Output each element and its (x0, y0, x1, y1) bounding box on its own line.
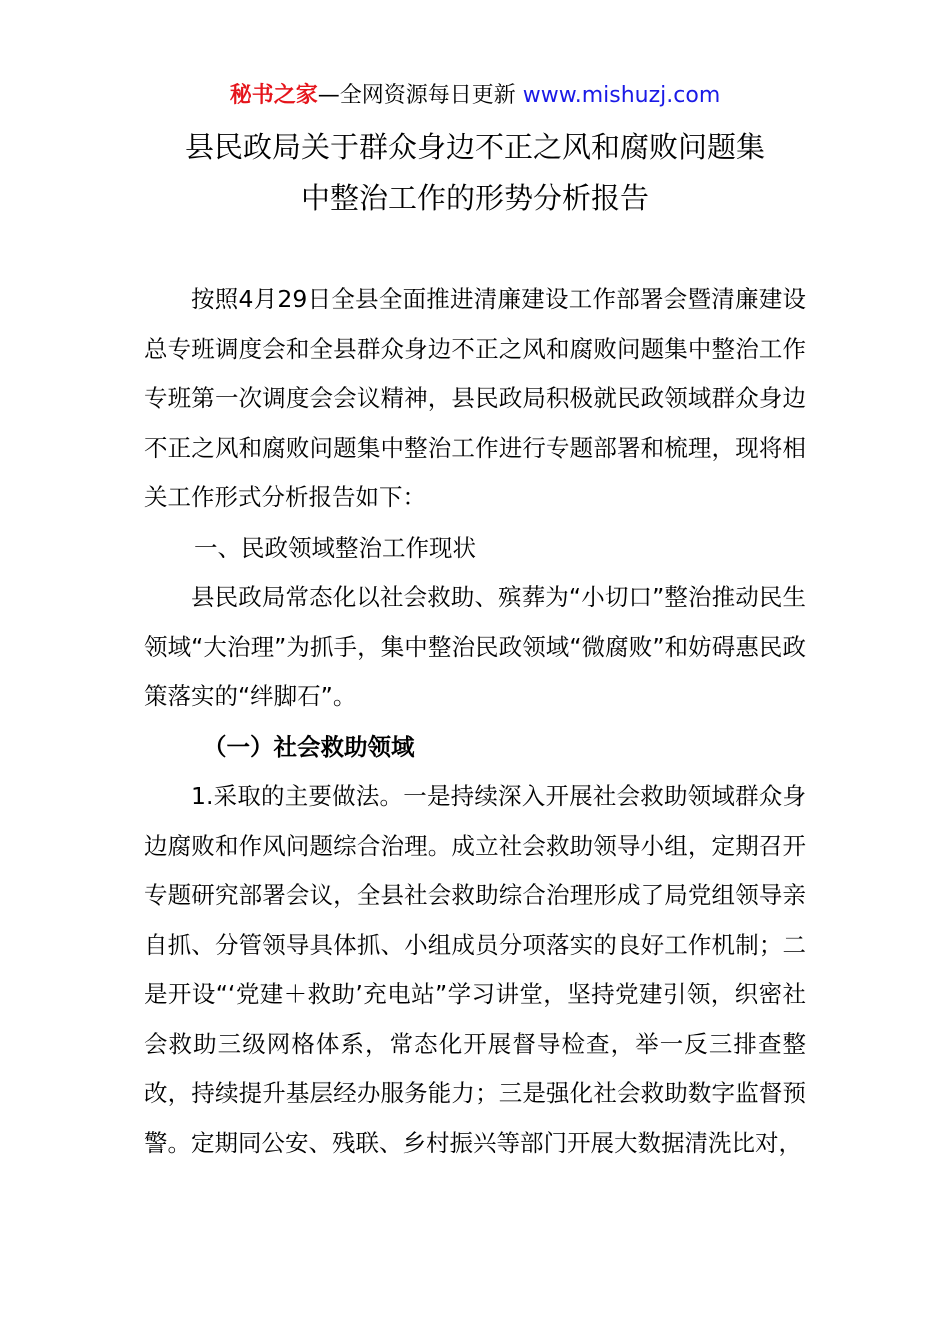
document-title-line-2: 中整治工作的形势分析报告 (300, 181, 649, 215)
document-title-line-1: 县民政局关于群众身边不正之风和腐败问题集 (184, 130, 765, 164)
section-heading-1: 一、民政领域整治工作现状 (194, 534, 476, 562)
site-url-link[interactable]: www.mishuzj.com (522, 83, 721, 108)
site-header (0, 80, 950, 112)
site-slogan: —全网资源每日更新 (317, 83, 523, 108)
site-brand: 秘书之家 (229, 83, 318, 108)
paragraph-overview: 县民政局常态化以社会救助、殡葬为“小切口”整治推动民生领域“大治理”为抓手，集中整治民政领域“微腐败”和妨碍惠民政策落实的“绊脚石”。 (144, 583, 806, 710)
paragraph-intro: 按照4月29日全县全面推进清廉建设工作部署会暨清廉建设总专班调度会和全县群众身边不正之风和腐败问题集中整治工作专班第一次调度会会议精神，县民政局积极就民政领域群众身边不正之风和腐败问题集中整治工作进行专题部署和梳理，现将相关工作形式分析报告如下： (144, 285, 806, 511)
paragraph-main-practices: 1.采取的主要做法。一是持续深入开展社会救助领域群众身边腐败和作风问题综合治理。成立社会救助领导小组，定期召开专题研究部署会议，全县社会救助综合治理形成了局党组领导亲自抓、分管领导具体抓、小组成员分项落实的良好工作机制；二是开设“‘党建＋救助’充电站”学习讲堂，坚持党建引领，织密社会救助三级网格体系，常态化开展督导检查，举一反三排查整改，持续提升基层经办服务能力；三是强化社会救助数字监督预警。定期同公安、残联、乡村振兴等部门开展大数据清洗比对， (144, 782, 806, 1157)
subsection-heading-social-assistance: （一）社会救助领域 (203, 733, 415, 761)
